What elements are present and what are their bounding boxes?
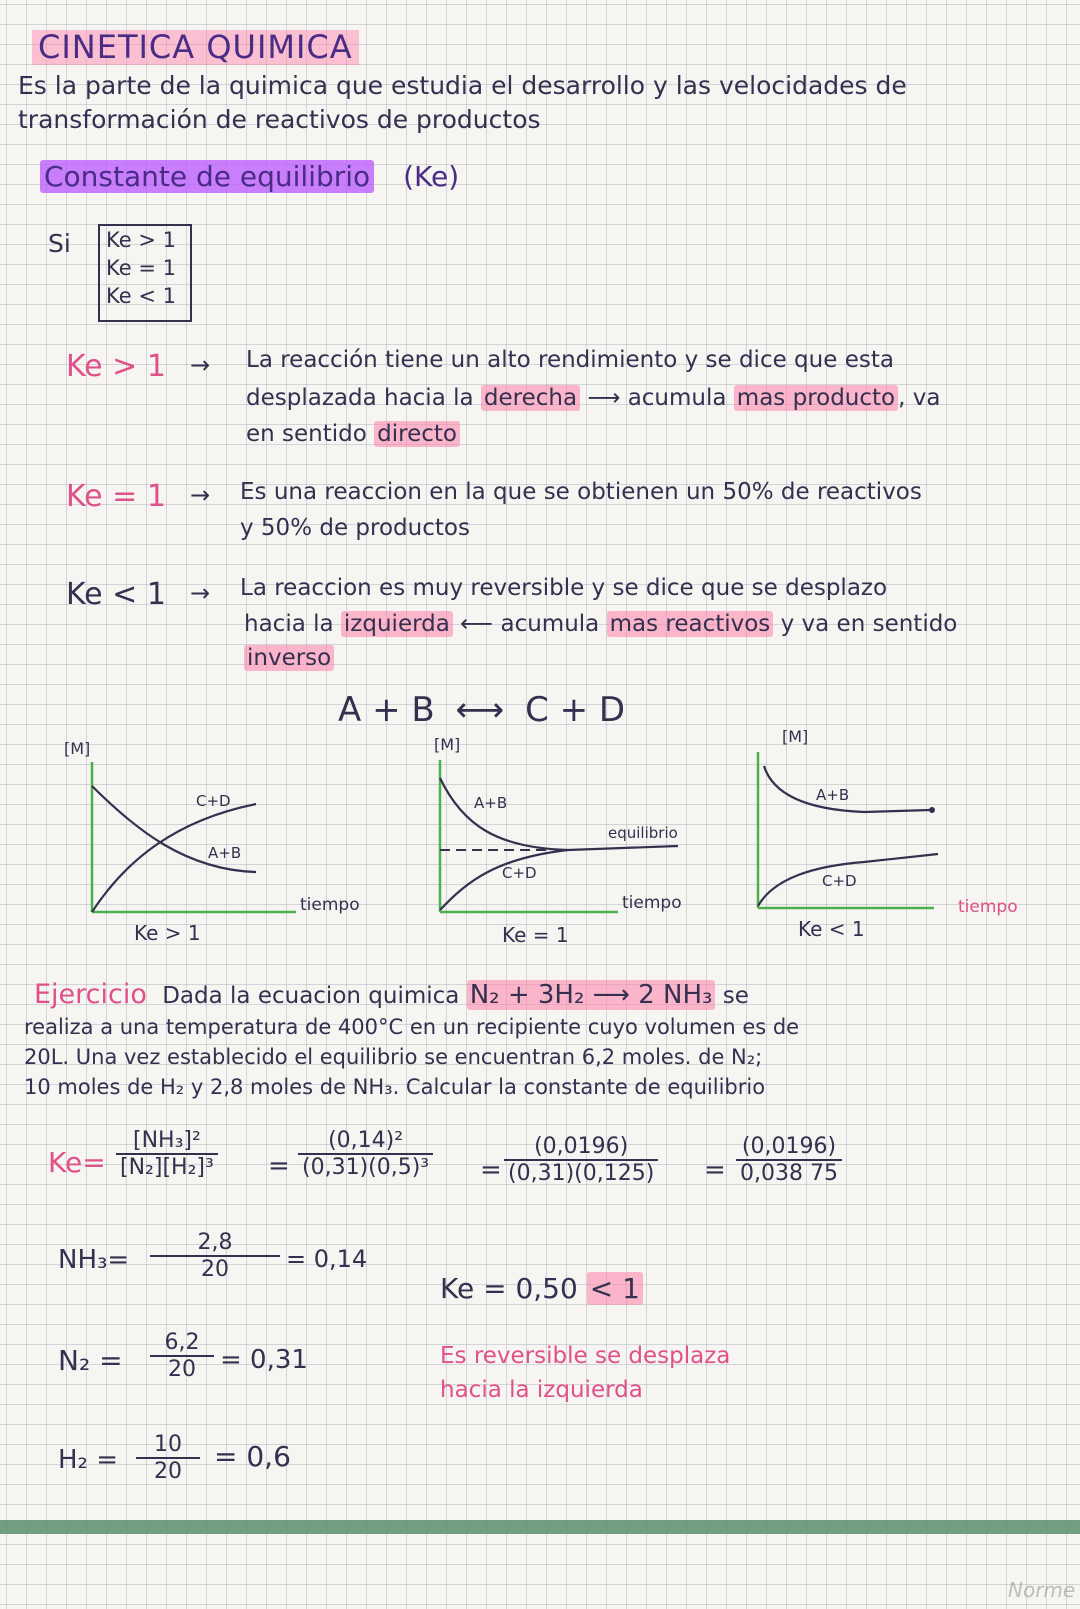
fraction-final xyxy=(736,1134,842,1186)
fraction-denominator: [N₂][H₂]³ xyxy=(116,1153,218,1180)
fraction-h2 xyxy=(136,1432,200,1484)
case-lt-accumulates: mas reactivos xyxy=(607,611,774,637)
equals-sign: = xyxy=(480,1155,502,1185)
case-gt-accumulates: mas producto xyxy=(734,385,898,411)
case-lt-direction: izquierda xyxy=(341,611,453,637)
case-lt-line-2b: acumula xyxy=(500,611,600,637)
intro-line-1: Es la parte de la quimica que estudia el desarrollo y las velocidades de xyxy=(18,71,907,100)
case-item: Ke < 1 xyxy=(106,284,176,308)
graph-ke-less xyxy=(734,728,1054,948)
exercise-line-1 xyxy=(34,980,749,1010)
graph-xlabel: tiempo xyxy=(622,893,682,913)
case-eq-arrow: → xyxy=(190,481,211,509)
case-gt-line-3 xyxy=(246,422,460,447)
case-gt-label: Ke > 1 xyxy=(66,349,166,384)
curve-reactants xyxy=(440,778,568,850)
reaction-reactants: A + B xyxy=(338,690,435,730)
graph-ke-greater xyxy=(56,740,386,950)
case-lt-line-2 xyxy=(244,612,957,637)
curve-top-label: A+B xyxy=(474,794,508,812)
graph-ylabel: [M] xyxy=(64,740,91,758)
nh3-result: = 0,14 xyxy=(286,1245,368,1273)
n2-result: = 0,31 xyxy=(220,1345,308,1375)
section-heading-text: Constante de equilibrio xyxy=(40,160,374,193)
case-eq-line-1: Es una reaccion en la que se obtienen un 50% de reactivos xyxy=(240,479,922,505)
exercise-line-1a: Dada la ecuacion quimica xyxy=(162,983,460,1009)
curve-top-label: A+B xyxy=(816,786,850,804)
cases-box xyxy=(98,224,192,322)
graph-caption: Ke < 1 xyxy=(798,917,865,941)
exercise-line-1b: se xyxy=(722,983,749,1009)
fraction-numerator: (0,0196) xyxy=(741,1134,837,1159)
graph-caption: Ke = 1 xyxy=(502,923,569,947)
case-gt-line-1: La reacción tiene un alto rendimiento y se dice que esta xyxy=(246,347,894,373)
watermark-logo: Norme xyxy=(1008,1578,1076,1602)
fraction-numerator: 6,2 xyxy=(164,1330,200,1355)
graph-xlabel: tiempo xyxy=(300,895,360,915)
cases-prefix: Si xyxy=(48,229,71,258)
graph-ylabel: [M] xyxy=(434,735,461,754)
case-lt-line-1: La reaccion es muy reversible y se dice que se desplazo xyxy=(240,575,888,601)
case-lt-label: Ke < 1 xyxy=(66,577,166,612)
exercise-line-2: realiza a una temperatura de 400°C en un recipiente cuyo volumen es de xyxy=(24,1015,800,1039)
case-lt-line-2c: y va en sentido xyxy=(780,611,958,637)
exercise-line-3: 20L. Una vez establecido el equilibrio se encuentran 6,2 moles. de N₂; xyxy=(24,1045,763,1069)
h2-result: = 0,6 xyxy=(214,1440,291,1473)
case-gt-direction: derecha xyxy=(481,385,580,411)
fraction-numerator: (0,0196) xyxy=(534,1134,629,1159)
reaction-equation xyxy=(338,692,625,729)
fraction-denominator: 20 xyxy=(150,1255,280,1282)
page-bottom-band xyxy=(0,1520,1080,1534)
case-gt-line-2c: , va xyxy=(898,385,941,411)
equilibrio-label: equilibrio xyxy=(608,824,678,842)
fraction-denominator: 0,038 75 xyxy=(736,1159,842,1186)
n2-label: N₂ = xyxy=(58,1344,123,1377)
intro-line-2: transformación de reactivos de productos xyxy=(18,105,541,134)
graph-xlabel: tiempo xyxy=(958,897,1018,917)
curve-bottom-label: A+B xyxy=(208,844,242,862)
section-heading xyxy=(40,162,459,193)
page-title: CINETICA QUIMICA xyxy=(32,30,359,65)
case-lt-sense: inverso xyxy=(244,645,334,671)
double-arrow-icon: ⟷ xyxy=(455,690,505,730)
nh3-label: NH₃= xyxy=(58,1245,130,1275)
case-lt-line-3 xyxy=(244,646,334,671)
fraction-denominator: (0,31)(0,125) xyxy=(504,1159,658,1186)
right-arrow-icon: ⟶ xyxy=(587,385,621,411)
case-eq-line-2: y 50% de productos xyxy=(240,515,470,541)
fraction-numerator: (0,14)² xyxy=(328,1128,404,1153)
case-gt-line-3a: en sentido xyxy=(246,421,367,447)
curve-bottom-label: C+D xyxy=(502,864,537,882)
fraction-ke-definition xyxy=(116,1128,218,1180)
graph-ylabel: [M] xyxy=(782,728,809,746)
case-gt-sense: directo xyxy=(374,421,460,447)
ke-result xyxy=(440,1274,643,1305)
fraction-substituted xyxy=(298,1128,433,1180)
case-eq-label: Ke = 1 xyxy=(66,479,166,514)
fraction-denominator: (0,31)(0,5)³ xyxy=(298,1153,433,1180)
curve-bottom-label: C+D xyxy=(822,872,857,890)
exercise-equation: N₂ + 3H₂ ⟶ 2 NH₃ xyxy=(467,980,716,1010)
case-item: Ke = 1 xyxy=(106,256,176,280)
case-lt-line-2a: hacia la xyxy=(244,611,334,637)
equals-sign: = xyxy=(268,1151,290,1181)
case-gt-line-2 xyxy=(246,386,940,411)
left-arrow-icon: ⟵ xyxy=(460,611,494,637)
curve-top-label: C+D xyxy=(196,792,231,810)
fraction-denominator: 20 xyxy=(136,1457,200,1484)
fraction-denominator: 20 xyxy=(150,1355,214,1382)
ke-comparison: < 1 xyxy=(587,1272,643,1305)
conclusion-line-2: hacia la izquierda xyxy=(440,1377,643,1403)
conclusion-line-1: Es reversible se desplaza xyxy=(440,1343,731,1369)
h2-label: H₂ = xyxy=(58,1445,119,1475)
fraction-numerator: [NH₃]² xyxy=(132,1128,201,1153)
case-gt-line-2a: desplazada hacia la xyxy=(246,385,474,411)
equals-sign: = xyxy=(704,1155,726,1185)
section-symbol: (Ke) xyxy=(403,160,460,193)
ke-result-value: Ke = 0,50 xyxy=(440,1272,578,1305)
case-lt-arrow: → xyxy=(190,579,211,607)
case-item: Ke > 1 xyxy=(106,228,176,252)
fraction-nh3 xyxy=(150,1230,280,1282)
fraction-n2 xyxy=(150,1330,214,1382)
case-gt-arrow: → xyxy=(190,351,211,379)
exercise-label: Ejercicio xyxy=(34,979,147,1010)
ke-label: Ke= xyxy=(48,1146,106,1179)
fraction-evaluated xyxy=(504,1134,658,1186)
fraction-numerator: 10 xyxy=(154,1432,182,1457)
fraction-numerator: 2,8 xyxy=(197,1230,233,1255)
exercise-line-4: 10 moles de H₂ y 2,8 moles de NH₃. Calcular la constante de equilibrio xyxy=(24,1075,766,1099)
graph-ke-equal xyxy=(408,730,718,950)
graph-caption: Ke > 1 xyxy=(134,921,201,945)
case-gt-line-2b: acumula xyxy=(627,385,727,411)
reaction-products: C + D xyxy=(525,690,626,730)
